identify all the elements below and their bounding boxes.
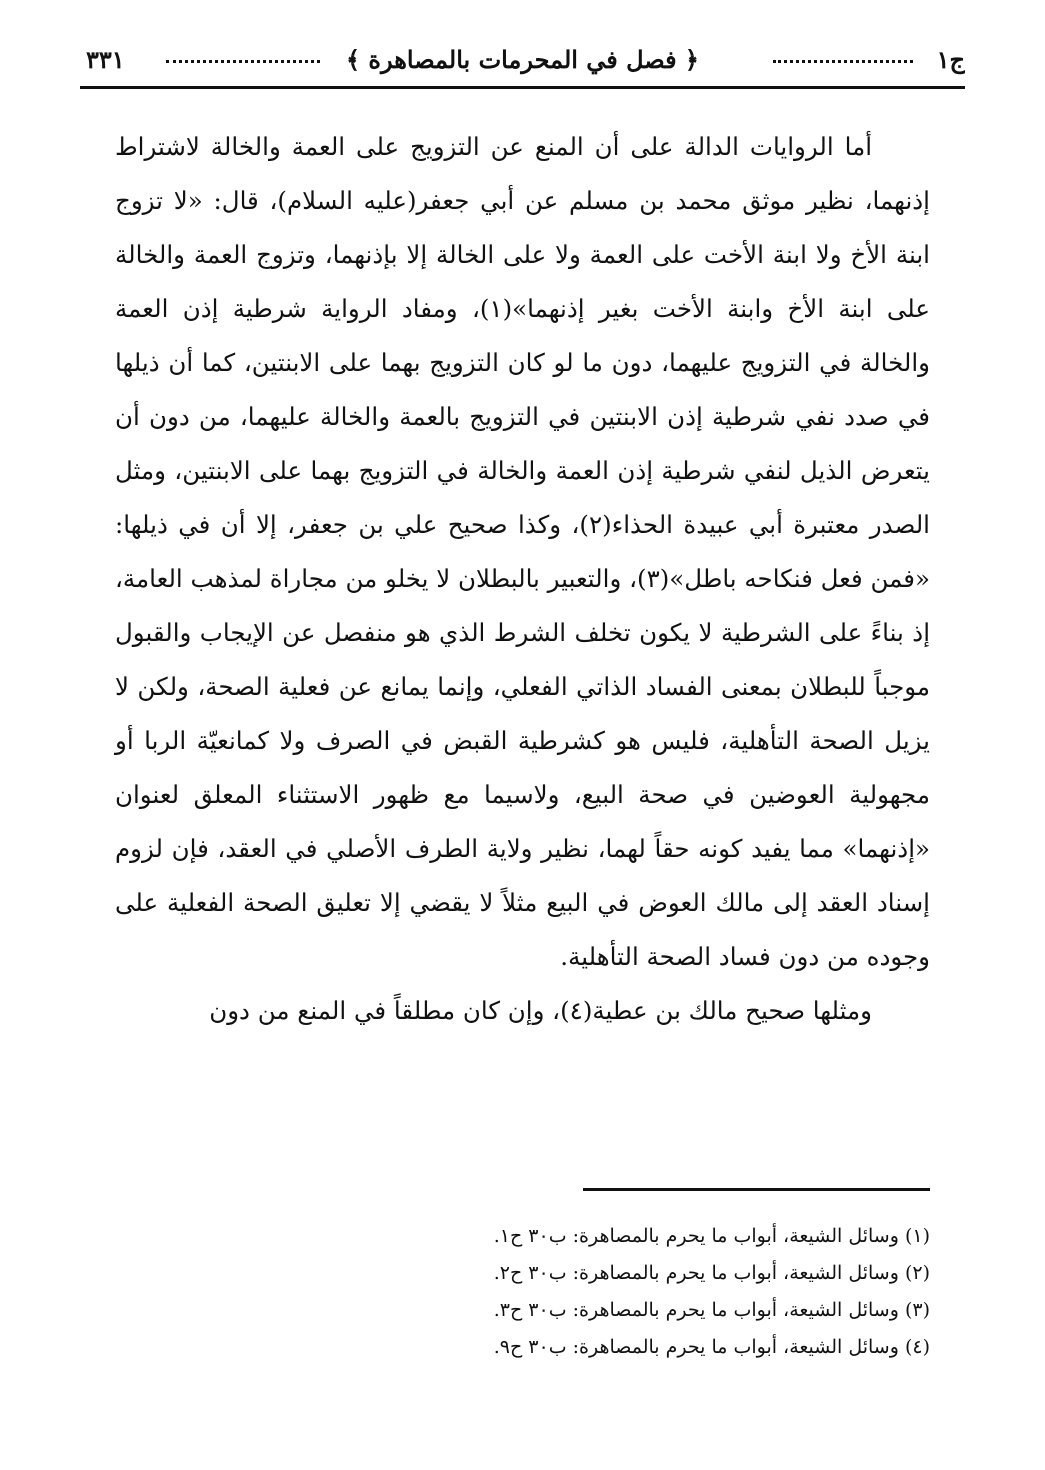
running-header (80, 38, 965, 82)
footnote: (٢) وسائل الشيعة، أبواب ما يحرم بالمصاهرة: ب٣٠ ح٢. (493, 1262, 930, 1284)
page-number: ٣٣١ (86, 45, 125, 74)
footnote-rule (583, 1188, 930, 1191)
footnote: (١) وسائل الشيعة، أبواب ما يحرم بالمصاهرة: ب٣٠ ح١. (493, 1225, 930, 1247)
chapter-title: ﴿ فصل في المحرمات بالمصاهرة ﴾ (346, 45, 699, 74)
header-dot-leader-left (166, 60, 320, 63)
footnotes (115, 1218, 930, 1366)
paragraph: أما الروايات الدالة على أن المنع عن التزويج على العمة والخالة لاشتراط إذنهما، نظير موثق محمد بن مسلم عن أبي جعفر(عليه السلام)، قال: «لا تزوج ابنة الأخ ولا ابنة الأخت على العمة ولا على الخالة إلا بإذنهما، وتزوج العمة والخالة على ابنة الأخ وابنة الأخت بغير إذنهما»(١)، ومفاد الرواية شرطية إذن العمة والخالة في التزويج عليهما، دون ما لو كان التزويج بهما على الابنتين، كما أن ذيلها في صدد نفي شرطية إذن الابنتين في التزويج بالعمة والخالة عليهما، من دون أن يتعرض الذيل لنفي شرطية إذن العمة والخالة في التزويج بهما على الابنتين، ومثل الصدر معتبرة أبي عبيدة الحذاء(٢)، وكذا صحيح علي بن جعفر، إلا أن في ذيلها: «فمن فعل فنكاحه باطل»(٣)، والتعبير بالبطلان لا يخلو من مجاراة لمذهب العامة، إذ بناءً على الشرطية لا يكون تخلف الشرط الذي هو منفصل عن الإيجاب والقبول موجباً للبطلان بمعنى الفساد الذاتي الفعلي، وإنما يمانع عن فعلية الصحة، ولكن لا يزيل الصحة التأهلية، فليس هو كشرطية القبض في الصرف ولا كمانعيّة الربا أو مجهولية العوضين في صحة البيع، ولاسيما مع ظهور الاستثناء المعلق لعنوان «إذنهما» مما يفيد كونه حقاً لهما، نظير ولاية الطرف الأصلي في العقد، فإن لزوم إسناد العقد إلى مالك العوض في البيع مثلاً لا يقضي إلا تعليق الصحة الفعلية على وجوده من دون فساد الصحة التأهلية. (115, 132, 931, 971)
footnote: (٤) وسائل الشيعة، أبواب ما يحرم بالمصاهرة: ب٣٠ ح٩. (493, 1336, 930, 1358)
main-text (115, 120, 930, 1038)
paragraph: ومثلها صحيح مالك بن عطية(٤)، وإن كان مطلقاً في المنع من دون (209, 996, 872, 1025)
header-rule (80, 86, 965, 89)
footnote: (٣) وسائل الشيعة، أبواب ما يحرم بالمصاهرة: ب٣٠ ح٣. (493, 1299, 930, 1321)
volume-label: ج١ (936, 45, 965, 74)
